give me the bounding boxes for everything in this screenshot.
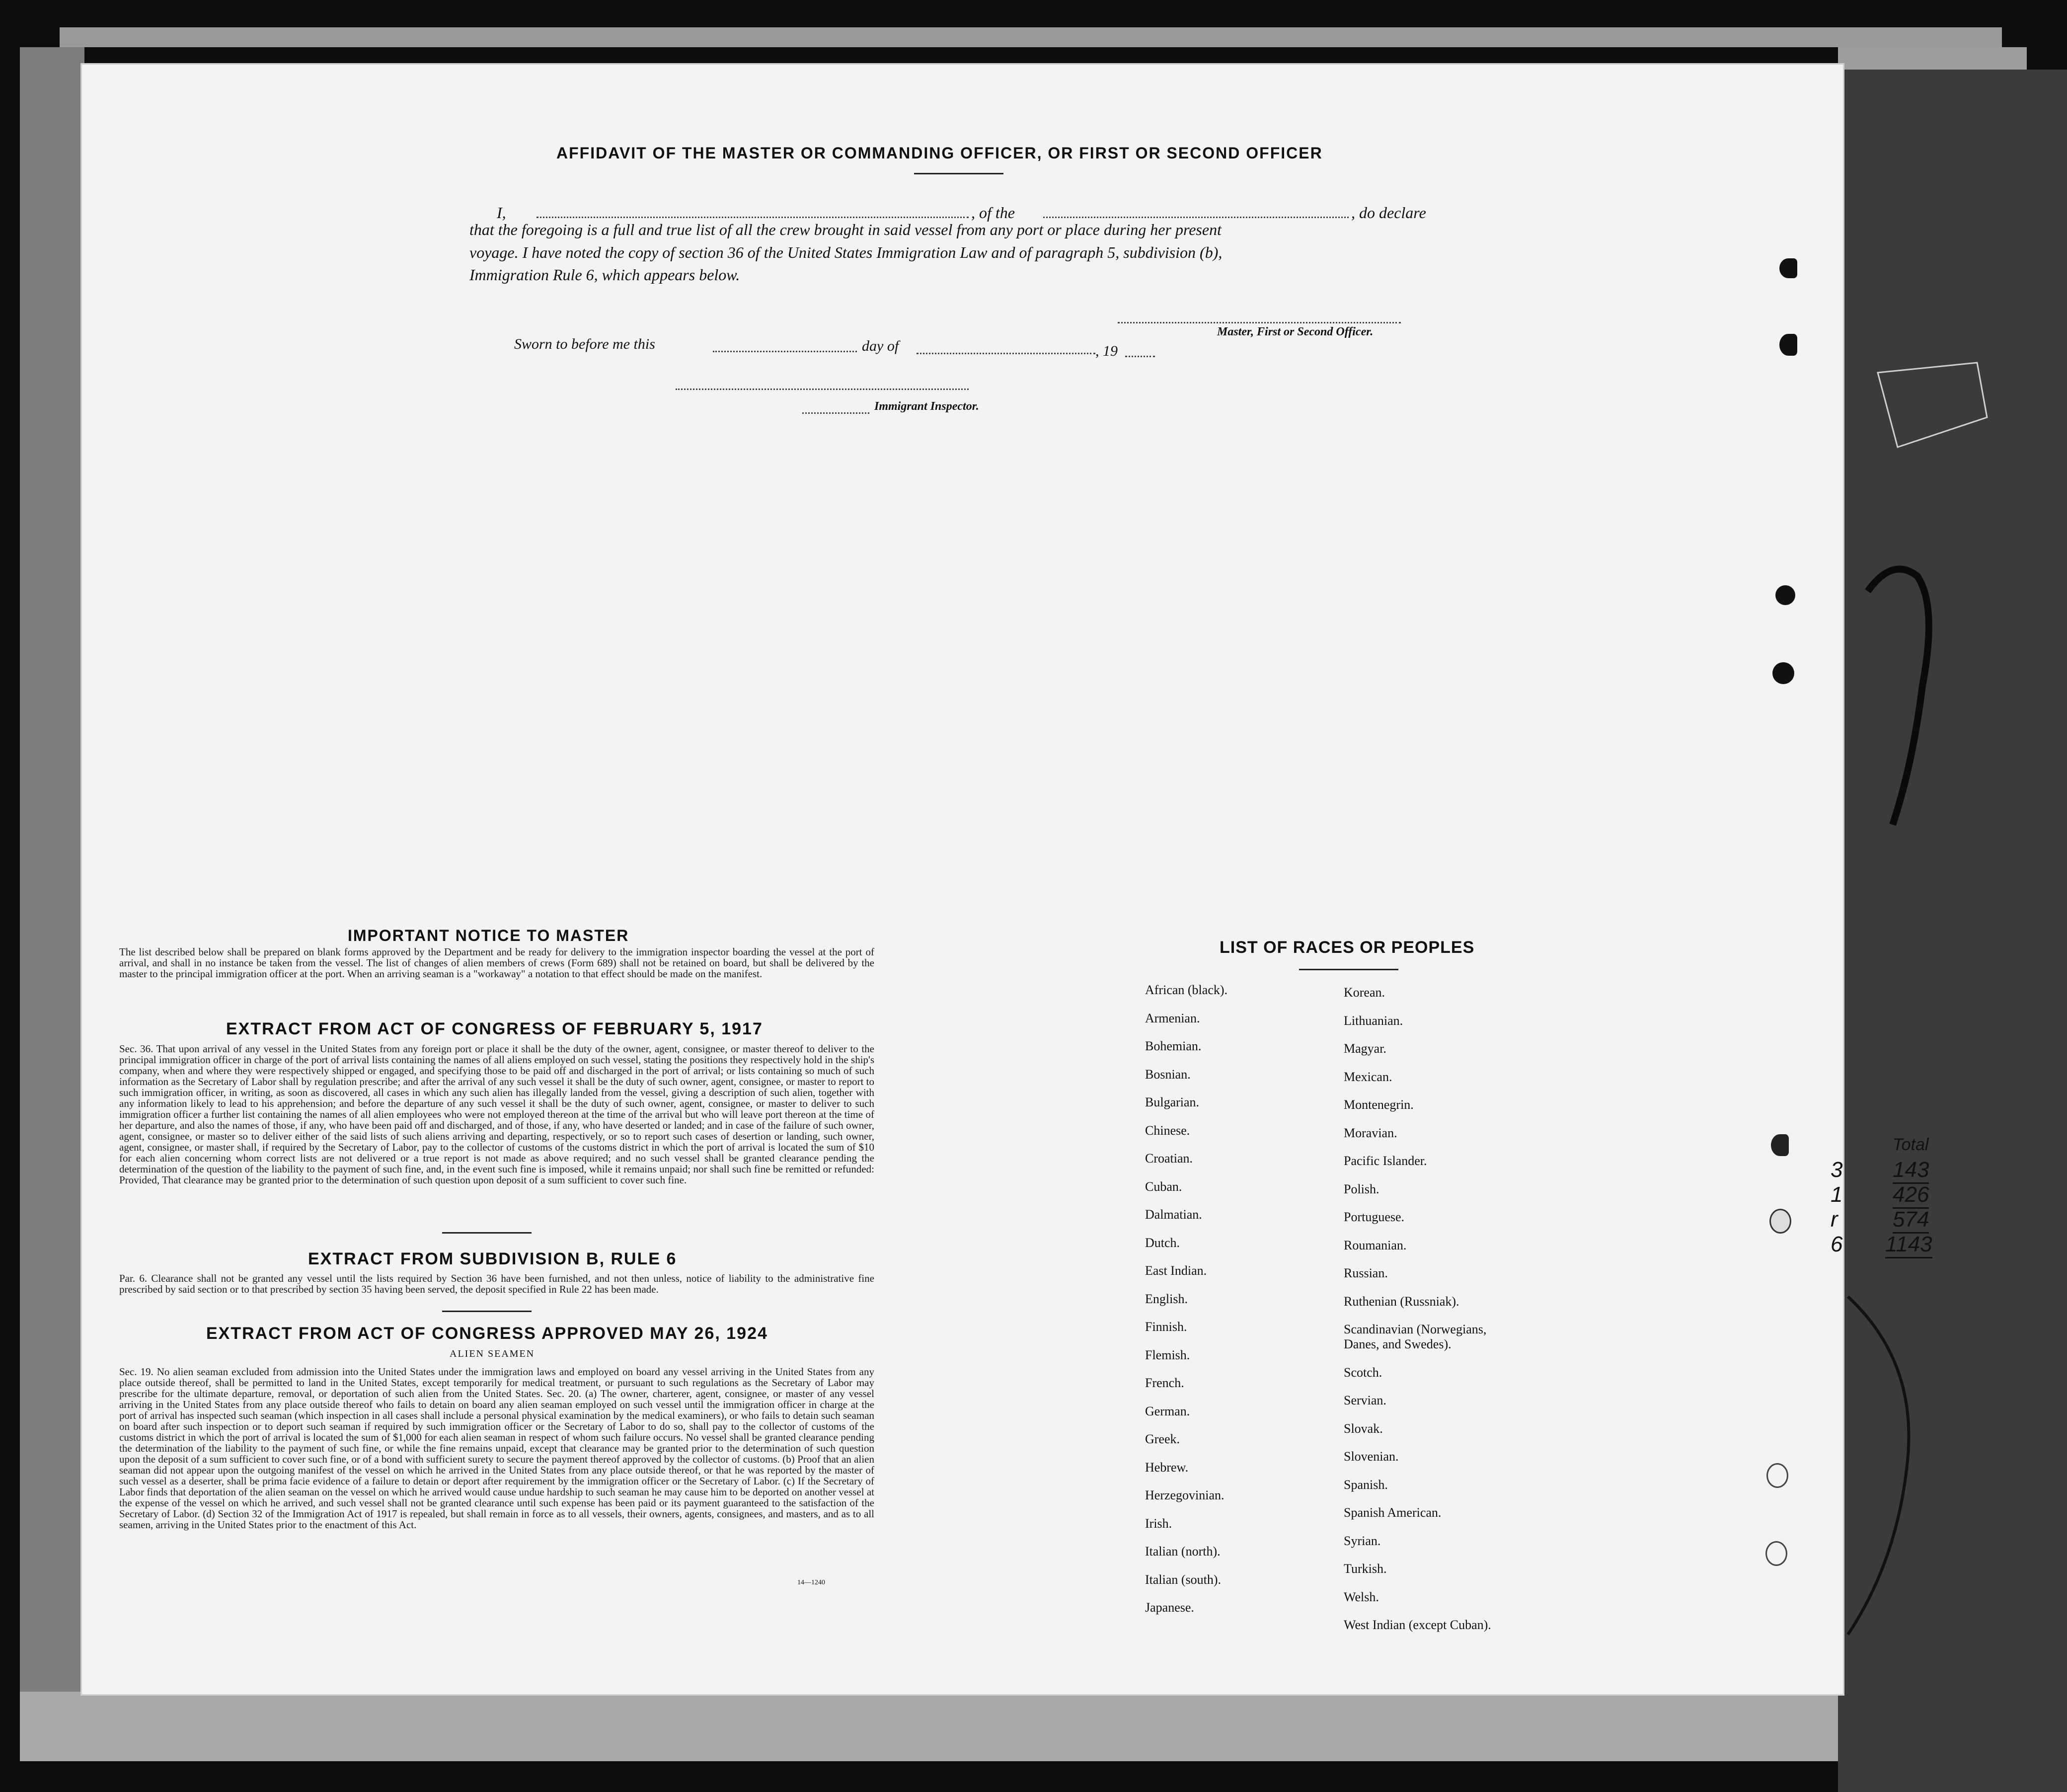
affidavit-title-rule [914,173,1003,174]
affidavit-title: AFFIDAVIT OF THE MASTER OR COMMANDING OFFICER, OR FIRST OR SECOND OFFICER [556,144,1323,162]
extract-1924-title: EXTRACT FROM ACT OF CONGRESS APPROVED MAY 26, 1924 [206,1324,768,1343]
punch-hole [1771,1134,1789,1156]
pen-stroke [1868,569,1929,686]
master-signature-label: Master, First or Second Officer. [1217,325,1374,338]
race-item: Herzegovinian. [1145,1488,1225,1502]
form-number: 14—1240 [797,1579,825,1586]
race-item: Slovenian. [1344,1449,1399,1464]
notice-body: The list described below shall be prepared on blank forms approved by the Department and be ready for delivery to the immigration inspector boarding the vessel at the port of arrival, and shall in no instance be taken from the vessel. The list of changes of alien members of crews (Form 689) shall not be retained on board, but shall be delivered by the master to the principal immigration officer at the port. When an arriving seaman is a "workaway" a notation to that effect should be made on the manifest. [119,946,874,980]
race-item: Roumanian. [1344,1238,1407,1252]
race-item: Dalmatian. [1145,1207,1202,1222]
race-item: Moravian. [1344,1125,1397,1140]
race-item: Ruthenian (Russniak). [1344,1294,1459,1309]
sworn-day-of: day of [862,338,899,354]
race-item: Korean. [1344,985,1385,1000]
underlying-page-bottom [20,1692,1853,1761]
master-signature-line [1118,322,1401,323]
race-item: Lithuanian. [1344,1013,1403,1028]
tally-value: 143 [1893,1158,1929,1184]
punch-hole [1765,1541,1787,1566]
underlying-page-top [60,27,2002,47]
sworn-year: , 19 [1095,343,1118,359]
notice-title: IMPORTANT NOTICE TO MASTER [348,927,629,944]
race-item: Japanese. [1145,1600,1194,1615]
race-item: Welsh. [1344,1589,1379,1604]
handwritten-marks [1838,70,2067,1789]
race-item: French. [1145,1376,1184,1390]
race-item: West Indian (except Cuban). [1344,1618,1491,1632]
affidavit-line-2: that the foregoing is a full and true list of all the crew brought in said vessel from any port or place during her present [469,221,1222,238]
pen-stroke [1878,363,1987,447]
affidavit-i-label: I, [497,204,506,222]
race-item: Scandinavian (Norwegians, [1344,1322,1487,1336]
race-item: English. [1145,1291,1188,1306]
race-item: Italian (south). [1145,1572,1222,1587]
punch-hole [1769,1209,1791,1234]
sworn-day-line [713,351,857,352]
race-item: Slovak. [1344,1421,1383,1436]
tally-prefix: r [1831,1207,1838,1232]
sworn-month-line [917,353,1095,354]
tally-prefix: 3 [1831,1158,1843,1182]
race-item: Russian. [1344,1266,1388,1280]
extract-1917-rule [442,1232,532,1234]
race-item: Turkish. [1344,1561,1387,1576]
extract-1924-body: Sec. 19. No alien seaman excluded from admission into the United States under the immigration laws and employed on board any vessel arriving in the United States from any place outside thereof, shall be permitted to land in the United States, except temporarily for medical treatment, or pursuant to such regulations as the Secretary of Labor may prescribe for the ultimate departure, removal, or deportation of such alien from the United States. Sec. 20. (a) The owner, charterer, agent, consignee, or master of any vessel arriving in the United States from any place outside thereof who fails to detain on board any alien seaman employed on such vessel until the immigration officer in charge at the port of arrival has inspected such seaman (which inspection in all cases shall include a personal physical examination by the medical examiners), or who fails to detain such seaman on board after such inspection or to deport such seaman if required by such immigration officer or the Secretary of Labor to do so, shall pay to the collector of customs of the customs district in which the port of arrival is located the sum of $1,000 for each alien seaman in respect of whom such failure occurs. No vessel shall be granted clearance pending the determination of the liability to the payment of such fine, or while the fine remains unpaid, except that clearance may be granted prior to the determination of such question upon the deposit of a sum sufficient to cover such fine, or of a bond with sufficient surety to secure the payment thereof approved by the collector of customs. (b) Proof that an alien seaman did not appear upon the outgoing manifest of the vessel on which he arrived in the United States from any place outside thereof, or that he was reported by the master of such vessel as a deserter, shall be prima facie evidence of a failure to detain or deport after requirement by the immigration officer or the Secretary of Labor. (c) If the Secretary of Labor finds that deportation of the alien seaman on the vessel on which he arrived would cause undue hardship to such seaman he may cause him to be deported on another vessel at the expense of the vessel on which he arrived, and such vessel shall not be granted clearance until such expense has been paid or its payment guaranteed to the satisfaction of the Secretary of Labor. (d) Section 32 of the Immigration Act of 1917 is repealed, but shall remain in force as to all vessels, their owners, agents, consignees, and masters, and as to all seamen, arriving in the United States prior to the enactment of this Act. [119,1366,874,1531]
pen-stroke [1848,1297,1909,1635]
affidavit-name-line [536,217,969,218]
punch-hole [1766,1463,1788,1488]
punch-hole [1772,662,1794,684]
race-item: Hebrew. [1145,1460,1189,1475]
race-item: African (black). [1145,983,1228,997]
race-item: Greek. [1145,1432,1180,1446]
rule6-title: EXTRACT FROM SUBDIVISION B, RULE 6 [308,1249,677,1268]
race-item: Flemish. [1145,1347,1190,1362]
race-item: Bohemian. [1145,1039,1202,1053]
race-item: Danes, and Swedes). [1344,1337,1452,1351]
race-item: Pacific Islander. [1344,1154,1427,1168]
race-item: Magyar. [1344,1041,1386,1056]
rule6-rule [442,1311,532,1312]
tally-value: 1143 [1885,1232,1932,1258]
affidavit-line-4: Immigration Rule 6, which appears below. [469,266,740,284]
sworn-label: Sworn to before me this [514,336,655,352]
race-item: Polish. [1344,1181,1379,1196]
race-item: Bosnian. [1145,1067,1191,1082]
affidavit-vessel-line [1043,217,1349,218]
affidavit-of-the: , of the [971,204,1015,222]
race-item: Mexican. [1344,1069,1392,1084]
race-item: Portuguese. [1344,1210,1405,1224]
punch-hole [1779,258,1797,278]
race-item: Scotch. [1344,1365,1382,1380]
race-item: German. [1145,1403,1190,1418]
races-title: LIST OF RACES OR PEOPLES [1220,938,1475,957]
pen-stroke [1893,686,1922,825]
tally-prefix: 6 [1831,1232,1843,1256]
race-item: Servian. [1344,1393,1386,1407]
race-item: Spanish. [1344,1477,1388,1492]
race-item: Syrian. [1344,1533,1381,1548]
inspector-label: Immigrant Inspector. [874,400,979,413]
extract-1917-title: EXTRACT FROM ACT OF CONGRESS OF FEBRUARY 5, 1917 [226,1019,763,1038]
race-item: Montenegrin. [1344,1097,1414,1112]
underlying-page-left [20,47,84,1756]
punch-hole [1775,585,1795,605]
sworn-year-line [1125,356,1155,357]
race-item: Italian (north). [1145,1544,1221,1558]
race-item: Dutch. [1145,1235,1180,1250]
inspector-short-line [802,412,869,414]
inspector-signature-line [676,389,969,390]
race-item: Cuban. [1145,1179,1182,1194]
race-item: Finnish. [1145,1320,1187,1334]
punch-hole [1779,334,1797,356]
rule6-body: Par. 6. Clearance shall not be granted any vessel until the lists required by Section 36 have been furnished, and not then unless, notice of liability to the administrative fine prescribed by said section or to that prescribed by section 35 having been served, the deposit specified in Rule 22 has been made. [119,1272,874,1295]
tally-prefix: 1 [1831,1182,1843,1207]
affidavit-do-declare: , do declare [1351,204,1426,222]
race-item: Bulgarian. [1145,1095,1200,1109]
tally-total-label: Total [1893,1135,1929,1154]
tally-value: 574 [1893,1207,1929,1234]
extract-1924-subtitle: ALIEN SEAMEN [450,1348,535,1359]
tally-value: 426 [1893,1182,1929,1209]
race-item: Croatian. [1145,1151,1193,1166]
races-title-rule [1299,969,1398,970]
race-item: Spanish American. [1344,1505,1442,1520]
race-item: Irish. [1145,1516,1172,1531]
race-item: East Indian. [1145,1263,1207,1278]
extract-1917-body: Sec. 36. That upon arrival of any vessel in the United States from any foreign port or place it shall be the duty of the owner, agent, consignee, or master thereof to deliver to the principal immigration officer in charge of the port of arrival lists containing the names of all aliens employed on such vessel, stating the positions they respectively hold in the ship's company, when and where they were respectively shipped or engaged, and specifying those to be paid off and discharged in the port of arrival; or lists containing so much of such information as the Secretary of Labor shall by regulation prescribe; and after the arrival of any such vessel it shall be the duty of such owner, agent, consignee, or master to report to such immigration officer, in writing, as soon as discovered, all cases in which any such alien has illegally landed from the vessel, giving a description of such alien, together with any information likely to lead to his apprehension; and before the departure of any such vessel it shall be the duty of such owner, agent, consignee, or master to deliver to such immigration officer a further list containing the names of all alien employees who were not employed thereon at the time of the arrival but who will leave port thereon at the time of her departure, and also the names of those, if any, who have been paid off and discharged, and of those, if any, who have deserted or landed; and in case of the failure of such owner, agent, consignee, or master so to deliver either of the said lists of such aliens arriving and departing, respectively, or so to report such cases of desertion or landing, such owner, agent, consignee, or master shall, if required by the Secretary of Labor, pay to the collector of customs of the customs district in which the port of arrival is located the sum of $10 for each alien concerning whom correct lists are not delivered or a true report is not made as above required; and no such vessel shall be granted clearance pending the determination of the question of the liability to the payment of such fine, and, in the event such fine is imposed, while it remains unpaid; nor shall such fine be remitted or refunded: Provided, That clearance may be granted prior to the determination of such question upon deposit of a sum sufficient to cover such fine. [119,1043,874,1186]
affidavit-line-3: voyage. I have noted the copy of section 36 of the United States Immigration Law and of paragraph 5, subdivision (b), [469,243,1223,261]
race-item: Chinese. [1145,1123,1190,1138]
race-item: Armenian. [1145,1011,1200,1025]
